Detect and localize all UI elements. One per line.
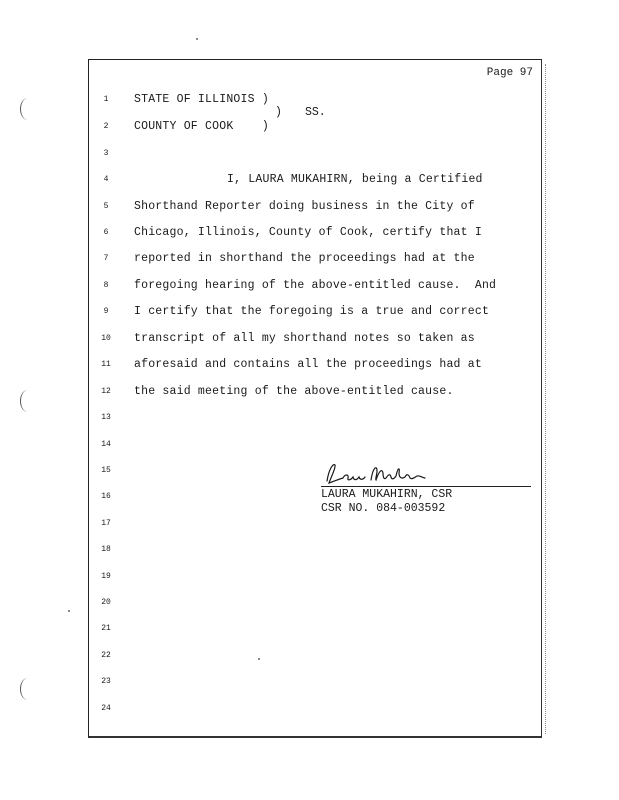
- ss-label: SS.: [305, 106, 326, 119]
- line-number: 15: [101, 466, 111, 475]
- line-number: 12: [101, 387, 111, 396]
- line-number: 16: [101, 492, 111, 501]
- line-number: 9: [103, 307, 109, 316]
- line-number: 1: [103, 95, 109, 104]
- csr-number: CSR NO. 084-003592: [321, 502, 446, 515]
- reporter-name: LAURA MUKAHIRN, CSR: [321, 488, 453, 501]
- line-text: the said meeting of the above-entitled cause.: [134, 385, 454, 398]
- line-number: 2: [103, 122, 109, 131]
- line-number: 14: [101, 440, 111, 449]
- line-number: 13: [101, 413, 111, 422]
- scan-speck: [196, 38, 198, 40]
- line-text: STATE OF ILLINOIS ): [134, 93, 269, 106]
- line-text: transcript of all my shorthand notes so taken as: [134, 332, 475, 345]
- binder-hole-middle: [20, 390, 35, 412]
- line-number: 23: [101, 677, 111, 686]
- line-text: COUNTY OF COOK ): [134, 120, 269, 133]
- signature-line: [321, 486, 531, 487]
- line-text: Chicago, Illinois, County of Cook, certify that I: [134, 226, 482, 239]
- line-number: 4: [103, 175, 109, 184]
- page-number: Page 97: [486, 67, 533, 79]
- line-number: 24: [101, 704, 111, 713]
- line-number: 5: [103, 202, 109, 211]
- handwritten-signature: [321, 459, 531, 489]
- binder-hole-bottom: [20, 678, 35, 700]
- line-number: 3: [103, 149, 109, 158]
- line-number: 11: [101, 360, 111, 369]
- line-number: 19: [101, 572, 111, 581]
- line-number: 21: [101, 624, 111, 633]
- line-text: Shorthand Reporter doing business in the City of: [134, 200, 475, 213]
- line-number: 17: [101, 519, 111, 528]
- transcript-page: [88, 59, 542, 738]
- line-number: 7: [103, 254, 109, 263]
- line-text: aforesaid and contains all the proceedings had at: [134, 358, 482, 371]
- line-number: 8: [103, 281, 109, 290]
- scan-speck: [68, 610, 70, 612]
- signature-block: [321, 459, 531, 516]
- line-text: I, LAURA MUKAHIRN, being a Certified: [227, 173, 483, 186]
- line-number: 6: [103, 228, 109, 237]
- line-text: I certify that the foregoing is a true and correct: [134, 305, 490, 318]
- line-text: reported in shorthand the proceedings had at the: [134, 252, 475, 265]
- line-number: 10: [101, 334, 111, 343]
- ss-paren: ): [275, 106, 282, 119]
- line-number: 22: [101, 651, 111, 660]
- binder-hole-top: [20, 98, 35, 120]
- line-number: 18: [101, 545, 111, 554]
- line-number: 20: [101, 598, 111, 607]
- line-text: foregoing hearing of the above-entitled cause. And: [134, 279, 497, 292]
